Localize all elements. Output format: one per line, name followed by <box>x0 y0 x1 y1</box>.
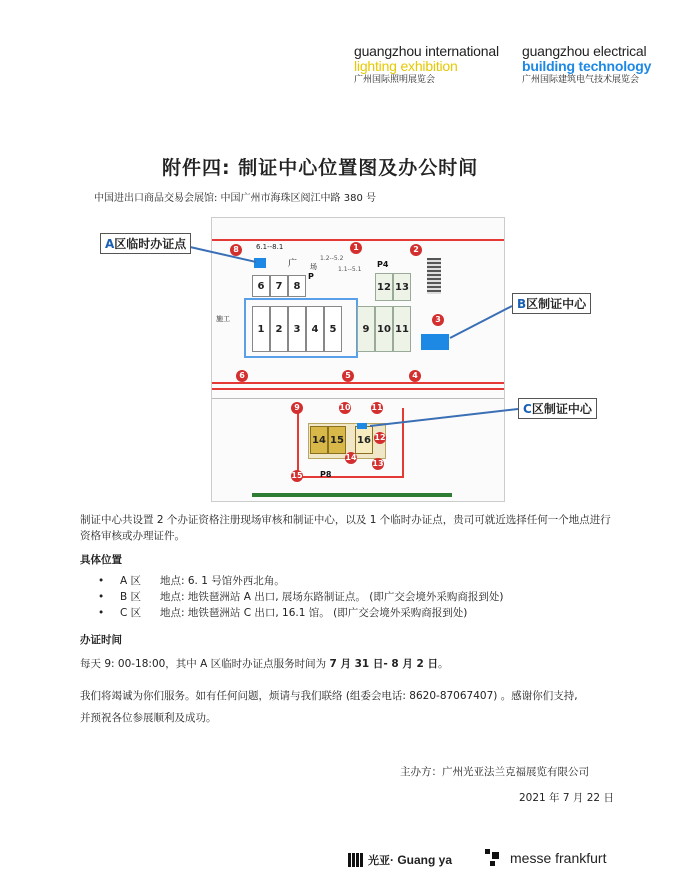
gate-1: 1 <box>350 242 362 254</box>
gate-3: 3 <box>432 314 444 326</box>
callout-b-zone: B区制证中心 <box>512 293 591 314</box>
messe-frankfurt-logo: messe frankfurt <box>484 848 606 868</box>
callout-a-zone: A区临时办证点 <box>100 233 191 254</box>
arrow-a <box>190 247 256 262</box>
hall-8: 8 <box>288 275 306 297</box>
gate-8: 8 <box>230 244 242 256</box>
arrow-c <box>370 409 518 426</box>
page-title: 附件四: 制证中心位置图及办公时间 <box>162 157 479 179</box>
location-item-a: • A 区 地点: 6. 1 号馆外西北角。 <box>98 575 285 587</box>
closing-line-2: 并预祝各位参展顺利及成功。 <box>80 712 217 724</box>
logo1-line2: lighting exhibition <box>354 58 458 74</box>
logo1-cn: 广州国际照明展览会 <box>354 75 436 85</box>
logo2-line1: guangzhou electrical <box>522 43 647 59</box>
gate-9: 9 <box>291 402 303 414</box>
logo2-cn: 广州国际建筑电气技术展览会 <box>522 75 640 85</box>
gate-4: 4 <box>409 370 421 382</box>
hall-2: 2 <box>270 306 288 352</box>
venue-address: 中国进出口商品交易会展馆: 中国广州市海珠区阅江中路 380 号 <box>94 193 376 204</box>
section-location-heading: 具体位置 <box>80 554 122 566</box>
hall-5: 5 <box>324 306 342 352</box>
hall-16: 16 <box>355 426 373 454</box>
hall-9: 9 <box>357 306 375 352</box>
label-guang: 广 <box>288 259 298 269</box>
guangya-mark-icon <box>348 853 364 867</box>
gate-13: 13 <box>372 459 384 468</box>
hall-13: 13 <box>393 273 411 301</box>
messe-frankfurt-mark-icon <box>484 848 504 868</box>
hall-14: 14 <box>310 426 328 454</box>
logo2-line2: building technology <box>522 58 652 74</box>
label-chang: 场 <box>310 263 317 271</box>
label-p-left: P <box>308 272 314 281</box>
gate-6: 6 <box>236 370 248 382</box>
hall-7: 7 <box>270 275 288 297</box>
arrow-b <box>450 306 512 338</box>
label-h1252: 1.2--5.2 <box>320 255 344 262</box>
closing-line-1: 我们将竭诚为你们服务。如有任何问题，烦请与我们联络 (组委会电话: 8620-87067407) 。感谢你们支持, <box>80 690 578 702</box>
document-date: 2021 年 7 月 22 日 <box>519 792 614 804</box>
gate-10: 10 <box>339 403 351 412</box>
label-h1151: 1.1--5.1 <box>338 266 362 273</box>
section-hours-heading: 办证时间 <box>80 634 122 646</box>
intro-paragraph: 制证中心共设置 2 个办证资格注册现场审核和制证中心，以及 1 个临时办证点，贵司可就近选择任何一个地点进行资格审核或办理证件。 <box>80 514 611 542</box>
gate-14: 14 <box>345 453 357 462</box>
hall-15: 15 <box>328 426 346 454</box>
gate-15: 15 <box>291 471 303 480</box>
label-h61: 6.1--8.1 <box>256 243 284 251</box>
hall-12: 12 <box>375 273 393 301</box>
location-item-c: • C 区 地点: 地铁琶洲站 C 出口, 16.1 馆。 (即广交会境外采购商报到处) <box>98 607 468 619</box>
label-p4: P4 <box>377 260 389 269</box>
location-item-b: • B 区 地点: 地铁琶洲站 A 出口, 展场东路制证点。 (即广交会境外采购商报到处) <box>98 591 504 603</box>
hall-4: 4 <box>306 306 324 352</box>
gate-12: 12 <box>374 433 386 442</box>
organizer: 主办方：广州光亚法兰克福展览有限公司 <box>400 766 589 778</box>
gate-11: 11 <box>371 403 383 412</box>
guangya-logo: 光亚 · Guang ya <box>348 852 452 868</box>
hall-10: 10 <box>375 306 393 352</box>
gate-5: 5 <box>342 370 354 382</box>
hall-1: 1 <box>252 306 270 352</box>
label-p8: P8 <box>320 470 332 479</box>
label-shi: 施工 <box>216 315 230 323</box>
hall-3: 3 <box>288 306 306 352</box>
office-hours: 每天 9: 00-18:00，其中 A 区临时办证点服务时间为 7 月 31 日- 8 月 2 日。 <box>80 658 449 670</box>
callout-c-zone: C区制证中心 <box>518 398 597 419</box>
hall-11: 11 <box>393 306 411 352</box>
logo1-line1: guangzhou international <box>354 43 499 59</box>
hall-6: 6 <box>252 275 270 297</box>
gate-2: 2 <box>410 244 422 256</box>
location-list <box>98 573 503 621</box>
